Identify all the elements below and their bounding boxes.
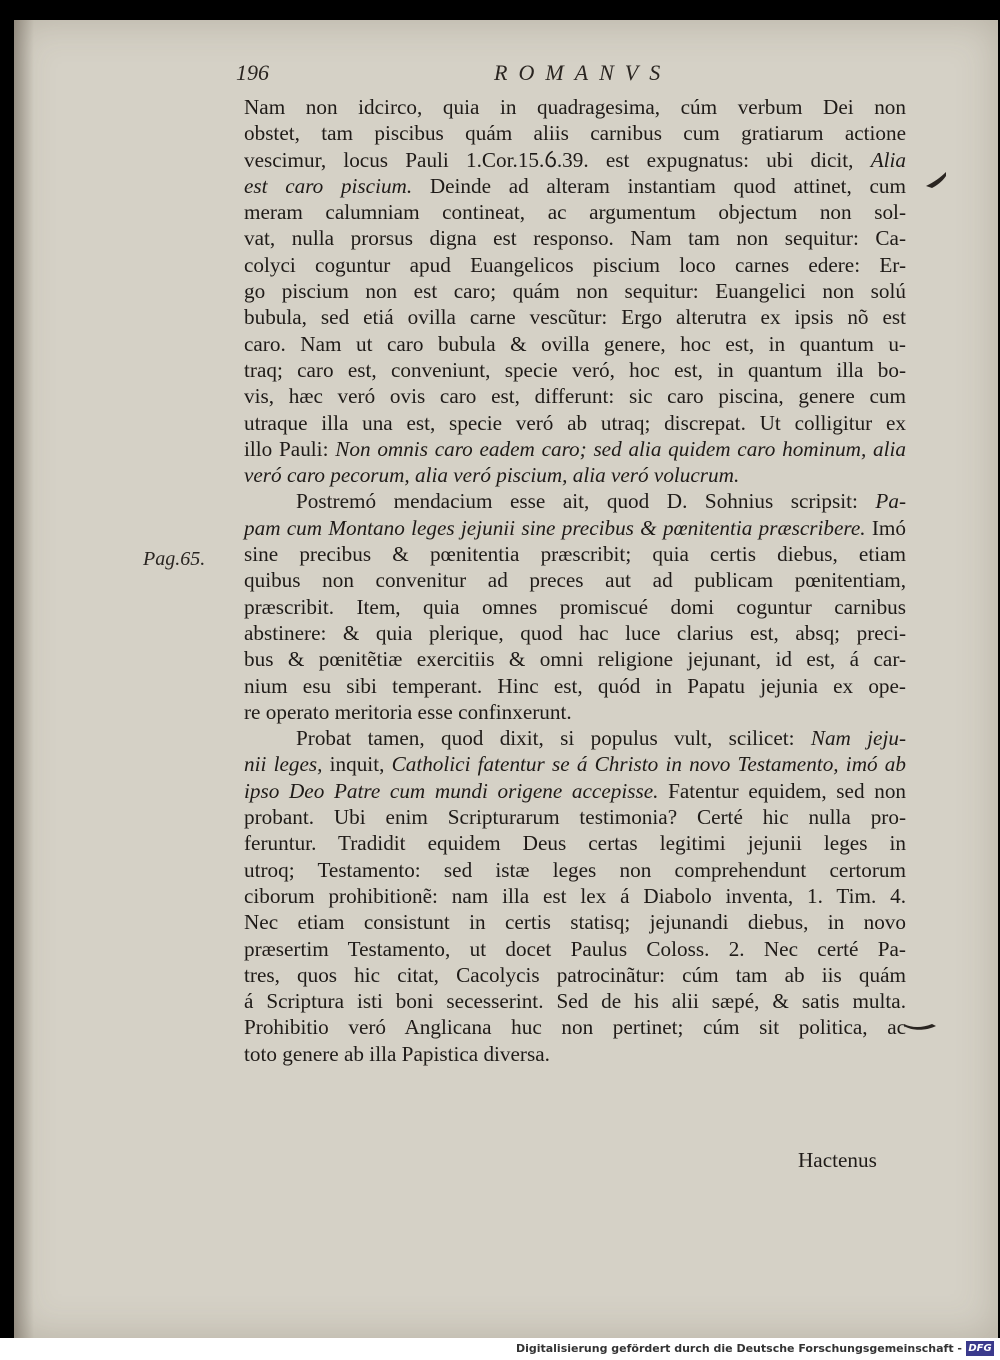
text-segment: Deinde ad alteram instantiam quod attinet, cum <box>412 173 906 198</box>
dfg-logo: DFG <box>966 1341 994 1356</box>
running-head <box>0 56 1000 90</box>
page-number: 196 <box>236 60 269 85</box>
text-line: nium esu sibi temperant. Hinc est, quód in Papatu jejunia ex ope- <box>244 673 906 698</box>
italic-segment: pam cum Montano leges jejunii sine precibus & pœnitentia præscribere. <box>244 515 866 540</box>
text-line: utraque illa una est, specie veró ab utraq; discrepat. Ut colligitur ex <box>244 410 906 435</box>
italic-segment: Alia <box>870 147 906 172</box>
text-line: meram calumniam contineat, ac argumentum objectum non sol- <box>244 200 906 225</box>
text-line: vat, nulla prorsus digna est responso. Nam tam non sequitur: Ca- <box>244 226 906 251</box>
margin-note: Pag.65. <box>143 548 206 570</box>
text-line: tres, quos hic citat, Cacolycis patrocinãtur: cúm tam ab iis quám <box>244 962 906 987</box>
italic-segment: Nam jeju- <box>810 726 906 751</box>
footer-bar <box>0 1338 1000 1360</box>
text-line: toto genere ab illa Papistica diversa. <box>244 1041 550 1066</box>
italic-segment: Catholici fatentur se á Christo in novo Testamento, imó ab <box>391 752 906 777</box>
text-line <box>244 488 906 514</box>
text-line <box>244 462 906 488</box>
italic-segment: Pa- <box>875 489 907 514</box>
text-line: feruntur. Tradidit equidem Deus certas legitimi jejunii leges in <box>244 831 906 856</box>
ink-mark <box>902 1016 938 1032</box>
text-line: vis, hæc veró ovis caro est, differunt: sic caro piscina, genere cum <box>244 384 906 409</box>
italic-segment: veró caro pecorum, alia veró piscium, alia veró volucrum. <box>244 463 740 488</box>
text-line: bubula, sed etiá ovilla carne vescũtur: Ergo alterutra ex ipsis nõ est <box>244 305 906 330</box>
text-line: bus & pœnitẽtiæ exercitiis & omni religione jejunant, id est, á car- <box>244 647 906 672</box>
text-line: colyci coguntur apud Euangelicos piscium loco carnes edere: Er- <box>244 252 906 277</box>
ink-mark <box>922 170 948 192</box>
text-segment: Postremó mendacium esse ait, quod D. Sohnius scripsit: <box>296 489 858 514</box>
italic-segment: est caro piscium. <box>244 173 413 198</box>
funding-credit: Digitalisierung gefördert durch die Deutsche Forschungsgemeinschaft - <box>515 1342 962 1355</box>
text-line: abstinere: & quia plerique, quod hac luce clarius est, absq; preci- <box>244 620 906 645</box>
text-line: obstet, tam piscibus quám aliis carnibus cum gratiarum actione <box>244 121 906 146</box>
text-line: traq; caro est, conveniunt, specie veró, hoc est, in quantum illa bo- <box>244 357 906 382</box>
text-line: Prohibitio veró Anglicana huc non pertinet; cúm sit politica, ac <box>244 1015 906 1040</box>
text-segment: inquit, <box>322 752 385 777</box>
page-gutter-shadow <box>14 20 34 1338</box>
text-segment: Probat tamen, quod dixit, si populus vult, scilicet: <box>296 726 795 751</box>
running-title: ROMANVS <box>494 60 672 85</box>
text-line <box>244 778 906 804</box>
text-line <box>244 173 906 199</box>
text-line: go piscium non est caro; quám non sequitur: Euangelici non solú <box>244 279 906 304</box>
text-line: Nam non idcirco, quia in quadragesima, cúm verbum Dei non <box>244 95 906 119</box>
text-line: probant. Ubi enim Scripturarum testimonia? Certé hic nulla pro- <box>244 805 906 830</box>
text-line <box>244 147 906 173</box>
text-line: utroq; Testamento: sed istæ leges non comprehendunt certorum <box>244 857 906 882</box>
text-segment: vescimur, locus Pauli 1.Cor.15.ỽ.39. est expugnatus: ubi dicit, <box>244 147 854 172</box>
text-line: ciborum prohibitionẽ: nam illa est lex á Diabolo inventa, 1. Tim. 4. <box>244 883 906 908</box>
text-line: á Scriptura isti boni secesserint. Sed de his alii sæpé, & satis multa. <box>244 989 906 1014</box>
text-line: præsertim Testamento, ut docet Paulus Coloss. 2. Nec certé Pa- <box>244 936 906 961</box>
text-line: re operato meritoria esse confinxerunt. <box>244 699 572 724</box>
text-line: præscribit. Item, quia omnes promiscué domi coguntur carnibus <box>244 594 906 619</box>
text-line: Nec etiam consistunt in certis statisq; jejunandi diebus, in novo <box>244 910 906 935</box>
text-line: sine precibus & pœnitentia præscribit; quia certis diebus, etiam <box>244 542 906 567</box>
italic-segment: Non omnis caro eadem caro; sed alia quidem caro hominum, alia <box>335 436 907 461</box>
text-line: quibus non convenitur ad preces aut ad publicam pœnitentiam, <box>244 568 906 593</box>
italic-segment: nii leges, <box>244 752 323 777</box>
text-line <box>244 751 906 777</box>
text-line <box>244 515 906 541</box>
catchword: Hactenus <box>798 1148 877 1172</box>
text-line <box>244 725 906 751</box>
text-segment: Fatentur equidem, sed non <box>658 778 907 803</box>
body-text <box>244 94 906 1067</box>
text-segment: Imó <box>865 515 906 540</box>
text-segment: illo Pauli: <box>244 436 329 461</box>
italic-segment: ipso Deo Patre cum mundi origene accepisse. <box>244 778 659 803</box>
text-line <box>244 436 906 462</box>
text-line: caro. Nam ut caro bubula & ovilla genere, hoc est, in quantum u- <box>244 331 906 356</box>
